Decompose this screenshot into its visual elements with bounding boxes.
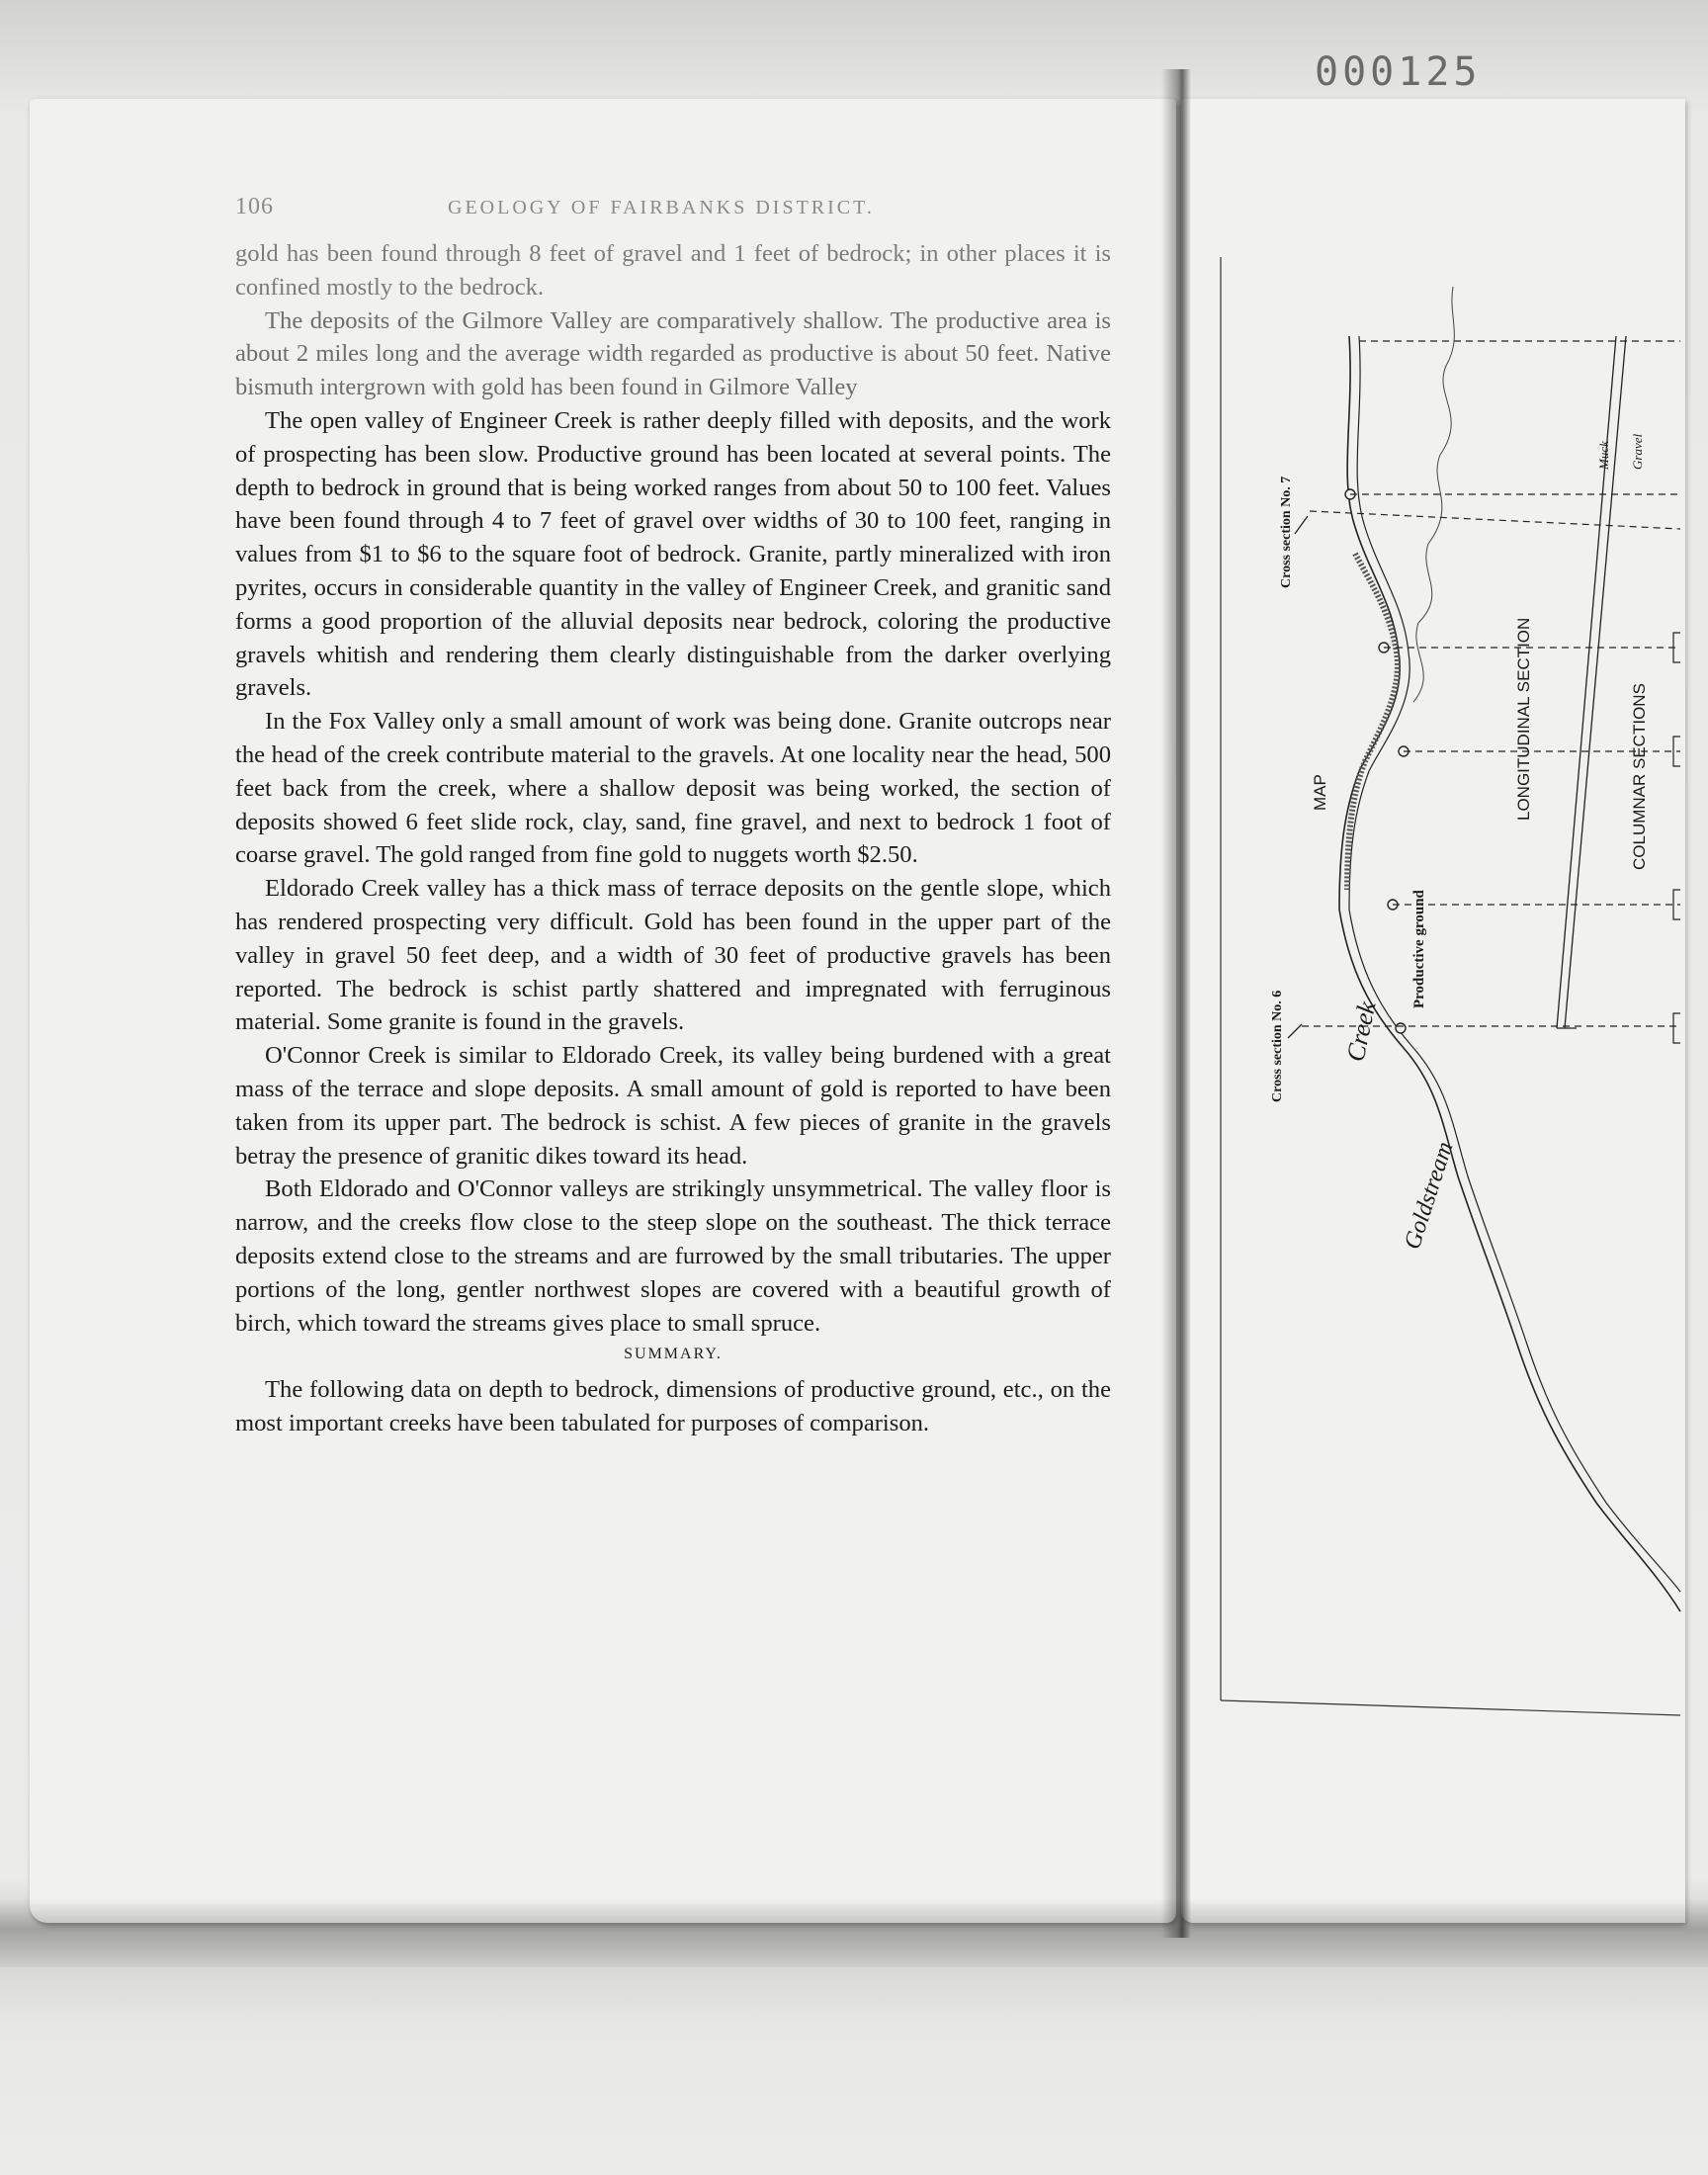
page-number: 106 bbox=[235, 194, 274, 219]
paragraph: The open valley of Engineer Creek is rather deeply filled with deposits, and the work of prospecting has been slow. Productive ground has been located at several points. The depth to bedrock in ground that is being worked ranges from about 50 to 100 feet. Values have been found through 4 to 7 feet of gravel over widths of 30 to 100 feet, ranging in values from $1 to $6 to the square foot of bedrock. Granite, partly mineralized with iron pyrites, occurs in considerable quantity in the valley of Engineer Creek, and granitic sand forms a good proportion of the alluvial deposits near bedrock, coloring the productive gravels whitish and rendering them clearly distinguishable from the darker overlying gravels. bbox=[235, 406, 1111, 702]
archive-stamp-number: 000125 bbox=[1315, 49, 1482, 95]
paragraph: Both Eldorado and O'Connor valleys are strikingly unsymmetrical. The valley floor is narrow, and the creeks flow close to the steep slope on the southeast. The thick terrace deposits extend close to the streams and are furrowed by the small tributaries. The upper portions of the long, gentler northwest slopes are covered with a beautiful growth of birch, which toward the streams gives place to small spruce. bbox=[235, 1175, 1111, 1337]
productive-ground-band bbox=[1347, 554, 1398, 890]
cross-section-6-label: Cross section No. 6 bbox=[1270, 990, 1285, 1102]
paragraph: gold has been found through 8 feet of gravel and 1 feet of bedrock; in other places it is confined mostly to the bedrock. bbox=[235, 240, 1111, 301]
figure-frame-bottom bbox=[1221, 1700, 1680, 1715]
creek-channel-left bbox=[1339, 336, 1680, 1611]
figure-drawing bbox=[1181, 257, 1685, 1720]
goldstream-figure bbox=[1181, 257, 1685, 1720]
columnar-bracket bbox=[1673, 1013, 1680, 1043]
summary-paragraph: The following data on depth to bedrock, dimensions of productive ground, etc., on the most important creeks have been tabulated for purposes of comparison. bbox=[235, 1376, 1111, 1437]
paragraph: Eldorado Creek valley has a thick mass of terrace deposits on the gentle slope, which has rendered prospecting very difficult. Gold has been found in the upper part of the valley in gravel 50 feet deep, and a width of 30 feet of productive gravels has been reported. The bedrock is schist partly shattered and impregnated with ferruginous material. Some granite is found in the gravels. bbox=[235, 875, 1111, 1036]
columnar-sections-label: COLUMNAR SECTIONS bbox=[1630, 683, 1649, 870]
gravel-label: Gravel bbox=[1630, 433, 1645, 470]
cross-section-7-arrow bbox=[1295, 516, 1308, 534]
creek-channel-right bbox=[1349, 336, 1680, 1592]
cross-section-7-label: Cross section No. 7 bbox=[1279, 476, 1294, 588]
page-edge-shadow bbox=[0, 1898, 1708, 1967]
paragraph: The deposits of the Gilmore Valley are comparatively shallow. The productive area is about 2 miles long and the average width regarded as productive is about 50 feet. Native bismuth intergrown with gold has been found in Gilmore Valley bbox=[235, 306, 1111, 401]
longitudinal-section-line bbox=[1557, 336, 1616, 1028]
muck-label: Muck bbox=[1596, 441, 1611, 470]
section-point bbox=[1396, 1023, 1406, 1033]
goldstream-label: Goldstream bbox=[1399, 1138, 1459, 1253]
paragraph: In the Fox Valley only a small amount of work was being done. Granite outcrops near the head of the creek contribute material to the gravels. At one locality near the head, 500 feet back from the creek, where a shallow deposit was being worked, the section of deposits showed 6 feet slide rock, clay, sand, fine gravel, and next to bedrock 1 foot of coarse gravel. The gold ranged from fine gold to nuggets worth $2.50. bbox=[235, 708, 1111, 869]
creek-label: Creek bbox=[1340, 999, 1382, 1065]
section-dash-lines bbox=[1302, 341, 1680, 1026]
running-header bbox=[235, 194, 1125, 223]
running-title: GEOLOGY OF FAIRBANKS DISTRICT. bbox=[448, 197, 875, 218]
paragraph: O'Connor Creek is similar to Eldorado Creek, its valley being burdened with a great mass of the terrace and slope deposits. A small amount of gold is reported to have been taken from its upper part. The bedrock is schist. A few pieces of granite in the gravels betray the presence of granitic dikes toward its head. bbox=[235, 1042, 1111, 1170]
summary-heading: SUMMARY. bbox=[624, 1346, 723, 1363]
productive-ground-label: Productive ground bbox=[1411, 890, 1427, 1008]
longitudinal-section-label: LONGITUDINAL SECTION bbox=[1514, 617, 1533, 821]
body-text-column bbox=[235, 237, 1111, 1440]
longitudinal-section-line bbox=[1565, 336, 1626, 1028]
cross-section-6-arrow bbox=[1288, 1024, 1302, 1038]
map-label: MAP bbox=[1311, 774, 1329, 811]
